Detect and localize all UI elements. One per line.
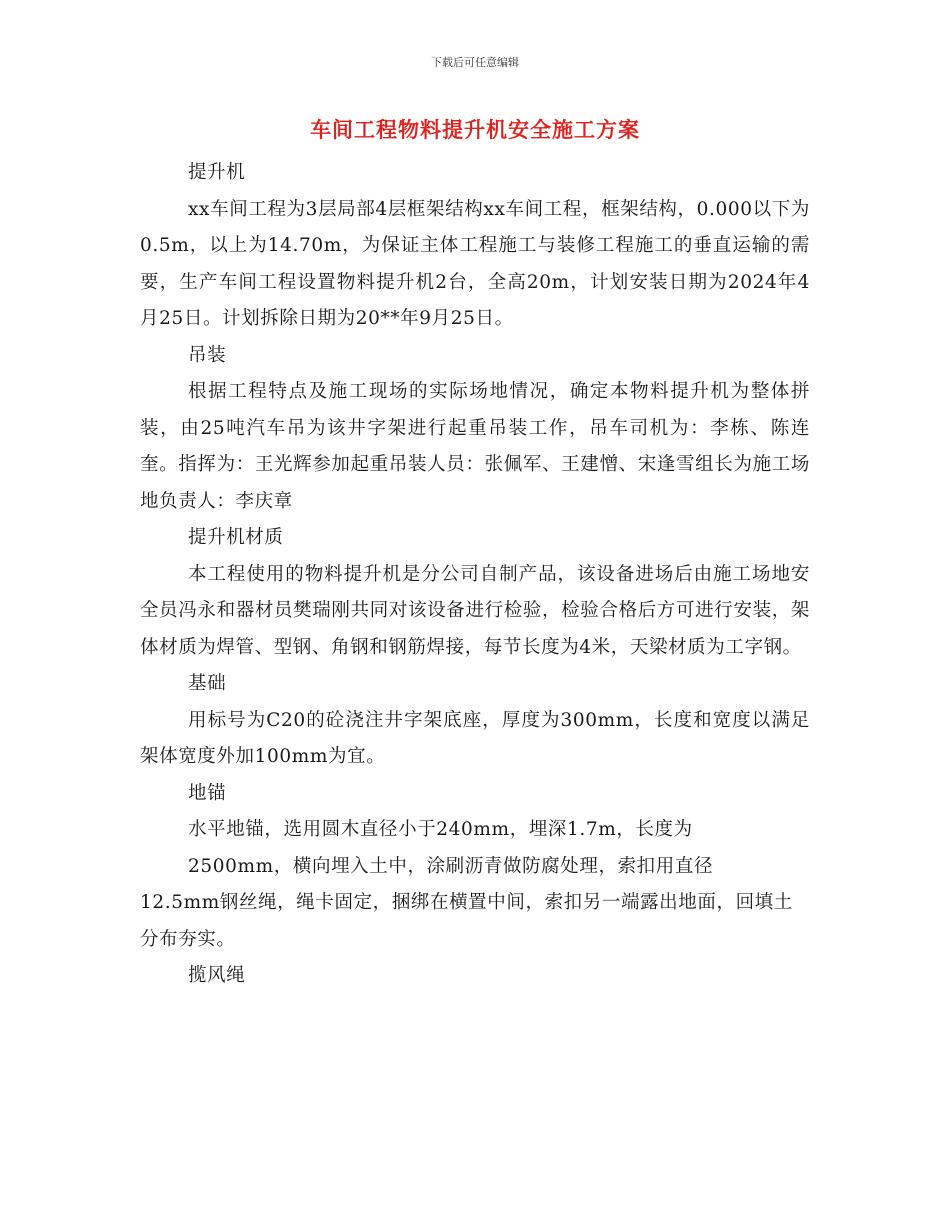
section-heading-guy-rope: 揽风绳 <box>188 965 246 986</box>
section-body-hoist: xx车间工程为3层局部4层框架结构xx车间工程，框架结构，0.000以下为0.5m，以上为14.70m，为保证主体工程施工与装修工程施工的垂直运输的需要，生产车间工程设置物料提升机2台，全高20m，计划安装日期为2024年4月25日。计划拆除日期为20**年9月25日。 <box>140 198 810 329</box>
section-body-foundation: 用标号为C20的砼浇注井字架底座，厚度为300mm，长度和宽度以满足架体宽度外加100mm为宜。 <box>140 709 810 767</box>
section-heading-hoist: 提升机 <box>188 162 246 183</box>
document-title: 车间工程物料提升机安全施工方案 <box>310 117 640 142</box>
section-heading-material: 提升机材质 <box>188 527 284 548</box>
anchor-line-1: 水平地锚，选用圆木直径小于240mm，埋深1.7m，长度为 <box>188 819 693 840</box>
header-note: 下载后可任意编辑 <box>431 56 519 69</box>
section-heading-lifting: 吊装 <box>188 344 227 366</box>
section-heading-foundation: 基础 <box>188 673 227 694</box>
section-body-anchor <box>140 812 810 958</box>
anchor-line-3: 12.5mm钢丝绳，绳卡固定，捆绑在横置中间，索扣另一端露出地面，回填土分布夯实。 <box>140 892 793 950</box>
section-body-lifting: 根据工程特点及施工现场的实际场地情况，确定本物料提升机为整体拼装，由25吨汽车吊为该井字架进行起重吊装工作，吊车司机为：李栋、陈连奎。指挥为：王光辉参加起重吊装人员：张佩军、王建憎、宋逢雪组长为施工场地负责人：李庆章 <box>140 381 810 512</box>
section-heading-anchor: 地锚 <box>188 782 227 804</box>
document-body <box>140 155 810 995</box>
anchor-line-2: 2500mm，横向埋入土中，涂刷沥青做防腐处理，索扣用直径 <box>188 855 714 877</box>
section-body-material: 本工程使用的物料提升机是分公司自制产品，该设备进场后由施工场地安全员冯永和器材员樊瑞刚共同对该设备进行检验，检验合格后方可进行安装，架体材质为焊管、型钢、角钢和钢筋焊接，每节长度为4米，天梁材质为工字钢。 <box>140 563 810 658</box>
